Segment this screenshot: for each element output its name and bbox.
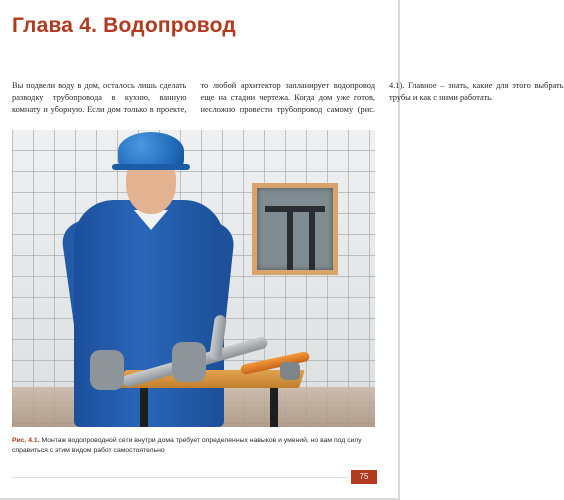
pipe-fitting bbox=[280, 362, 300, 380]
workbench-leg bbox=[270, 388, 278, 427]
page-number: 75 bbox=[351, 470, 377, 484]
body-paragraph: Вы подвели воду в дом, осталось лишь сделать разводку трубопровода в кухню, ванную комнату и уборную. Если дом только в проекте, то любой архитектор запланирует водопровод еще на стадии чертежа. Когда дом уже готов, несложно провести трубопровод самому (рис. 4.1). Главное – знать, какие для этого выбрать трубы и как с ними работать. bbox=[12, 81, 564, 115]
figure-label: Рис. 4.1. bbox=[12, 437, 40, 444]
figure-caption bbox=[12, 436, 375, 455]
footer-rule bbox=[12, 477, 348, 478]
hard-hat-brim bbox=[112, 164, 190, 170]
figure-caption-text: Монтаж водопроводной сети внутри дома требует определенных навыков и умений, но вам под силу справиться с этим видом работ самостоятельно bbox=[12, 437, 362, 454]
figure-photo bbox=[12, 130, 375, 427]
workbench-leg bbox=[140, 388, 148, 427]
worker-overalls bbox=[74, 200, 224, 427]
chapter-title: Глава 4. Водопровод bbox=[12, 14, 236, 37]
